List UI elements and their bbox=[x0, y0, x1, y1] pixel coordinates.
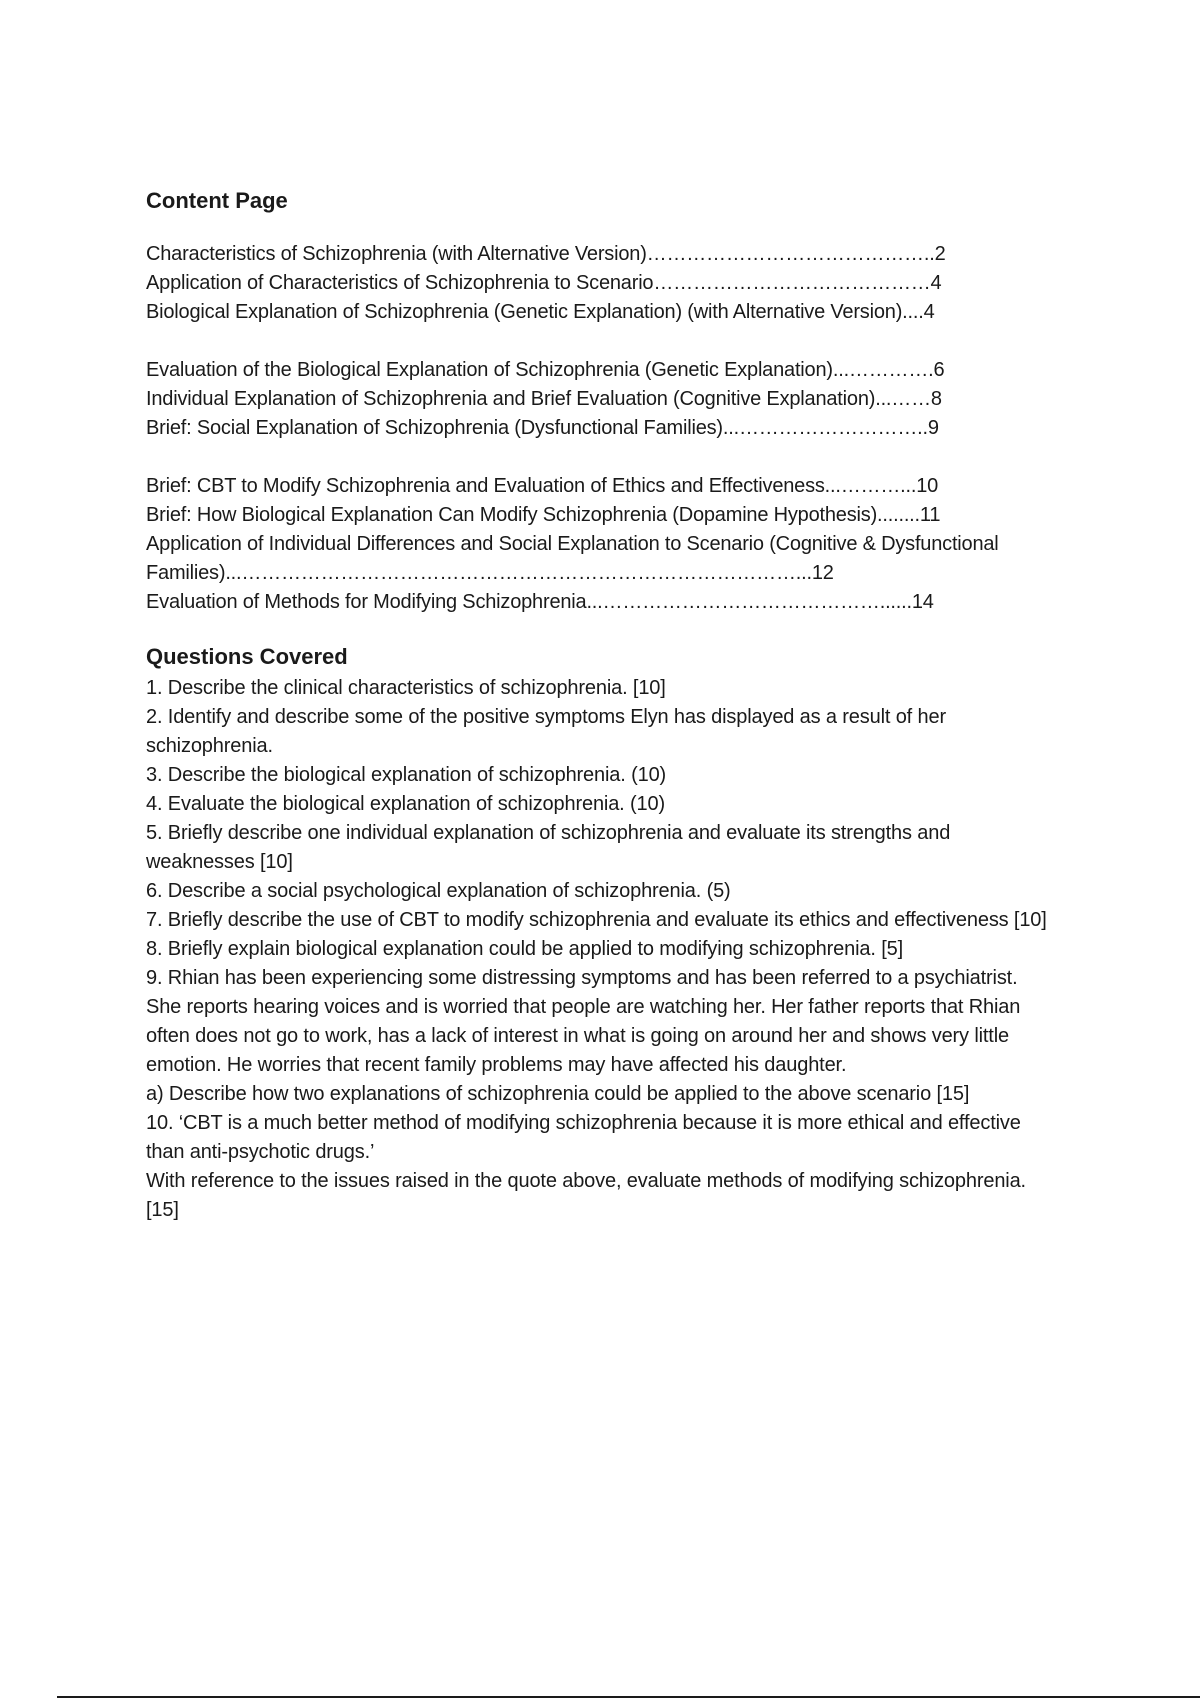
toc-group-1 bbox=[146, 240, 1056, 327]
question-item: 2. Identify and describe some of the positive symptoms Elyn has displayed as a result of her schizophrenia. bbox=[146, 706, 946, 757]
question-item: With reference to the issues raised in the quote above, evaluate methods of modifying schizophrenia. [15] bbox=[146, 1170, 1026, 1221]
question-item: 6. Describe a social psychological explanation of schizophrenia. (5) bbox=[146, 880, 731, 902]
content-page-heading: Content Page bbox=[146, 188, 288, 213]
question-item: 4. Evaluate the biological explanation of schizophrenia. (10) bbox=[146, 793, 665, 815]
toc-entry: Evaluation of the Biological Explanation of Schizophrenia (Genetic Explanation)...………….6 bbox=[146, 359, 945, 381]
toc-entry: Individual Explanation of Schizophrenia and Brief Evaluation (Cognitive Explanation)...……8 bbox=[146, 388, 942, 410]
question-item: 10. ‘CBT is a much better method of modifying schizophrenia because it is more ethical and effective than anti-psychotic drugs.’ bbox=[146, 1112, 1021, 1163]
question-item: 3. Describe the biological explanation of schizophrenia. (10) bbox=[146, 764, 667, 786]
questions-list bbox=[146, 674, 1056, 1225]
question-item: a) Describe how two explanations of schizophrenia could be applied to the above scenario [15] bbox=[146, 1083, 970, 1105]
page-bottom-rule bbox=[57, 1696, 1200, 1698]
toc-entry: Brief: How Biological Explanation Can Modify Schizophrenia (Dopamine Hypothesis)........11 bbox=[146, 504, 941, 526]
question-item: 5. Briefly describe one individual explanation of schizophrenia and evaluate its strengths and weaknesses [10] bbox=[146, 822, 951, 873]
question-item: 9. Rhian has been experiencing some distressing symptoms and has been referred to a psychiatrist. She reports hearing voices and is worried that people are watching her. Her father reports that Rhian often does not go to work, has a lack of interest in what is going on around her and shows very little emotion. He worries that recent family problems may have affected his daughter. bbox=[146, 967, 1021, 1076]
document-page bbox=[146, 186, 1056, 1225]
toc-entry: Application of Individual Differences and Social Explanation to Scenario (Cognitive & Dysfunctional Families)...…………………………………………………………………………...12 bbox=[146, 533, 999, 584]
questions-covered-heading: Questions Covered bbox=[146, 644, 348, 669]
question-item: 7. Briefly describe the use of CBT to modify schizophrenia and evaluate its ethics and effectiveness [10] bbox=[146, 909, 1047, 931]
toc-entry: Characteristics of Schizophrenia (with Alternative Version)……………………………………..2 bbox=[146, 243, 946, 265]
toc-entry: Brief: CBT to Modify Schizophrenia and Evaluation of Ethics and Effectiveness...………...10 bbox=[146, 475, 939, 497]
table-of-contents bbox=[146, 240, 1056, 617]
toc-entry: Evaluation of Methods for Modifying Schizophrenia...……………………………………......14 bbox=[146, 591, 934, 613]
toc-entry: Biological Explanation of Schizophrenia (Genetic Explanation) (with Alternative Version)....4 bbox=[146, 301, 935, 323]
toc-entry: Application of Characteristics of Schizophrenia to Scenario……………………………………4 bbox=[146, 272, 942, 294]
question-item: 1. Describe the clinical characteristics of schizophrenia. [10] bbox=[146, 677, 666, 699]
toc-group-2 bbox=[146, 356, 1056, 443]
question-item: 8. Briefly explain biological explanation could be applied to modifying schizophrenia. [5] bbox=[146, 938, 903, 960]
toc-entry: Brief: Social Explanation of Schizophrenia (Dysfunctional Families)...………………………..9 bbox=[146, 417, 939, 439]
toc-group-3 bbox=[146, 472, 1056, 617]
